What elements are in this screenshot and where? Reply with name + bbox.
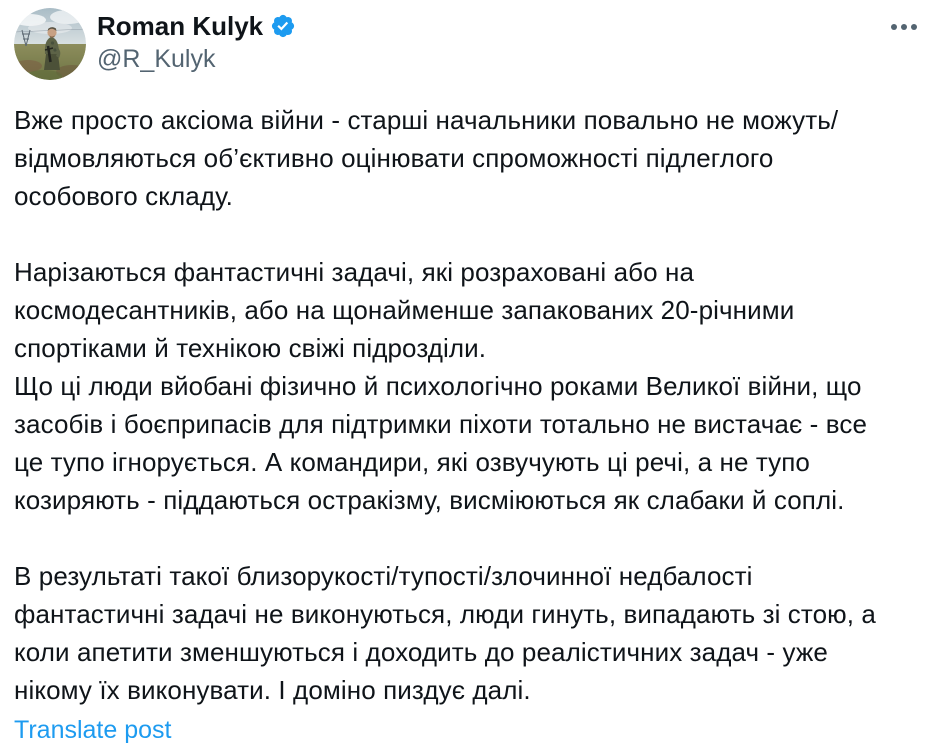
verified-badge-icon: [270, 13, 296, 39]
more-icon: [891, 24, 897, 30]
tweet-body: [14, 101, 939, 709]
tweet-text-line: особового складу.: [14, 181, 233, 211]
more-options-button[interactable]: [885, 18, 923, 36]
more-icon: [911, 24, 917, 30]
translate-post-link[interactable]: Translate post: [14, 716, 172, 744]
more-icon: [901, 24, 907, 30]
tweet-paragraph: [14, 557, 939, 709]
tweet-text-line: нікому їх виконувати. І доміно пиздує далі.: [14, 675, 531, 705]
tweet-text-line: коли апетити зменшуються і доходить до реалістичних задач - уже: [14, 637, 828, 667]
avatar[interactable]: [14, 8, 86, 80]
tweet-text-line: фантастичні задачі не виконуються, люди гинуть, випадають зі стою, а: [14, 599, 876, 629]
tweet-text-line: козиряють - піддаються остракізму, висміюються як слабаки й соплі.: [14, 485, 845, 515]
tweet-text-line: це тупо ігнорується. А командири, які озвучують ці речі, а не тупо: [14, 447, 810, 477]
tweet-text-line: відмовляються об’єктивно оцінювати спроможності підлеглого: [14, 143, 774, 173]
tweet-paragraph: [14, 253, 939, 519]
tweet-text-line: засобів і боєприпасів для підтримки піхоти тотально не вистачає - все: [14, 409, 868, 439]
tweet-text-line: Нарізаються фантастичні задачі, які розраховані або на: [14, 257, 695, 287]
tweet-paragraph: [14, 101, 939, 215]
tweet-text-line: В результаті такої близорукості/тупості/злочинної недбалості: [14, 561, 753, 591]
author-handle[interactable]: @R_Kulyk: [97, 45, 216, 73]
author-block: [97, 11, 296, 74]
tweet-text-line: Вже просто аксіома війни - старші начальники повально не можуть/: [14, 105, 839, 135]
author-name[interactable]: Roman Kulyk: [97, 11, 264, 41]
avatar-photo-soldier: [14, 8, 86, 80]
tweet-text-line: Що ці люди вйобані фізично й психологічно роками Великої війни, що: [14, 371, 862, 401]
tweet-text-line: спортіками й технікою свіжі підрозділи.: [14, 333, 487, 363]
tweet-text-line: космодесантників, або на щонайменше запакованих 20-річними: [14, 295, 795, 325]
